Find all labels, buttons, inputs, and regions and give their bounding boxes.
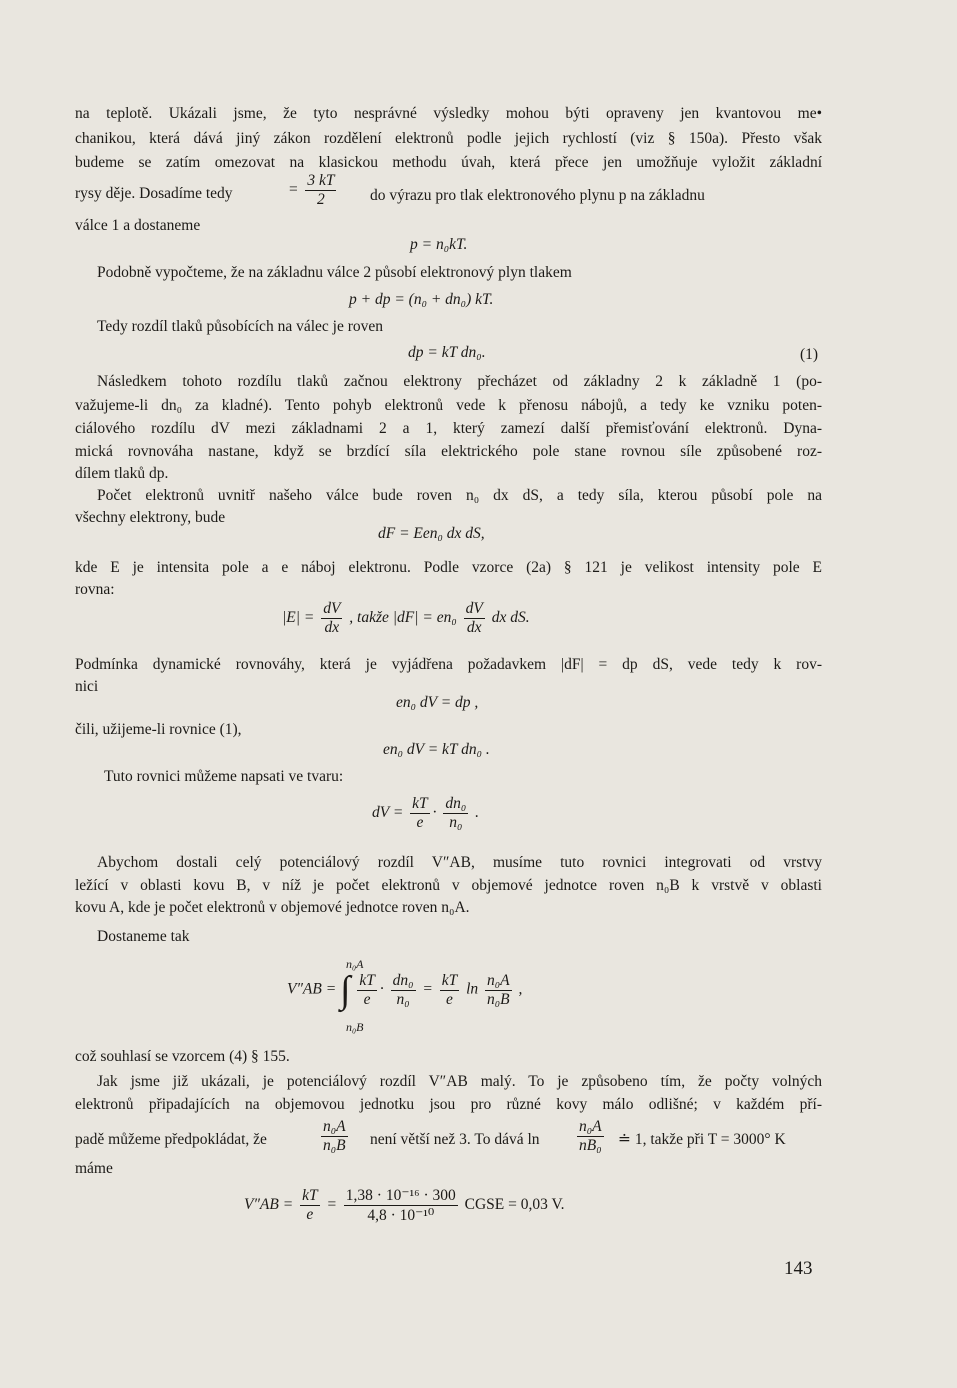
eq-part: ln bbox=[466, 980, 479, 998]
denominator: 2 bbox=[317, 191, 325, 208]
text-line: Jak jsme již ukázali, je potenciálový rozdíl V″AB malý. To je způsobeno tím, že počty volných bbox=[97, 1073, 822, 1090]
fraction bbox=[410, 795, 430, 832]
numerator: kT bbox=[441, 971, 458, 989]
equation: dV = $\frac{kT}{e}$ · $\frac{\text{dn₀}}{\text{n₀}}$ . bbox=[372, 795, 480, 831]
text-line: Tuto rovnici můžeme napsati ve tvaru: bbox=[104, 768, 344, 785]
numerator: dn₀ bbox=[392, 971, 414, 989]
equation: p = n₀kT. bbox=[410, 236, 468, 253]
fraction bbox=[357, 972, 377, 1009]
eq-part: dV = bbox=[372, 804, 404, 822]
eq-part: = bbox=[422, 980, 433, 998]
text-line: dílem tlaků dp. bbox=[75, 465, 169, 482]
equation: dF = Een₀ dx dS, bbox=[378, 525, 485, 542]
eq-symbol: = bbox=[288, 181, 299, 199]
text-line: rysy děje. Dosadíme tedy bbox=[75, 185, 233, 202]
fraction bbox=[321, 600, 342, 637]
fraction bbox=[391, 972, 416, 1009]
text-line: není větší než 3. To dává ln bbox=[370, 1131, 540, 1148]
numerator: kT bbox=[412, 795, 428, 812]
denominator: 4,8 · 10⁻¹⁰ bbox=[367, 1207, 435, 1224]
denominator: nB₀ bbox=[579, 1137, 602, 1154]
eq-part: CGSE = 0,03 V. bbox=[464, 1196, 565, 1214]
fraction bbox=[577, 1118, 604, 1155]
eq-part: dx dS. bbox=[491, 609, 530, 627]
fraction bbox=[485, 972, 512, 1009]
text-line: Podmínka dynamické rovnováhy, která je vyjádřena požadavkem |dF| = dp dS, vede tedy k rov- bbox=[75, 656, 822, 673]
integral-upper-limit: n₀A bbox=[346, 957, 364, 971]
text-line: na teplotě. Ukázali jsme, že tyto nesprávné výsledky mohou býti opraveny jen kvantovou me• bbox=[75, 105, 822, 122]
integral-icon: ∫ bbox=[340, 969, 351, 1011]
eq-part: , takže |dF| = en₀ bbox=[349, 609, 457, 627]
text-line: Tedy rozdíl tlaků působících na válec je roven bbox=[97, 318, 383, 335]
equation bbox=[244, 1186, 565, 1225]
numerator: kT bbox=[359, 971, 375, 989]
text-line: ciálového rozdílu dV mezi základnami 2 a 1, který zamezí další přemisťování elektronů. Dyna- bbox=[75, 420, 822, 437]
equation-inline bbox=[288, 172, 339, 209]
eq-part: V″AB = bbox=[244, 1196, 294, 1214]
text-line: Podobně vypočteme, že na základnu válce 2 působí elektronový plyn tlakem bbox=[97, 264, 572, 281]
text-line: nici bbox=[75, 678, 99, 695]
denominator: e bbox=[446, 990, 453, 1008]
page-number: 143 bbox=[784, 1258, 813, 1279]
numerator: dn₀ bbox=[445, 795, 467, 812]
equation bbox=[282, 600, 530, 637]
denominator: n₀ bbox=[396, 990, 410, 1008]
text-line: Počet elektronů uvnitř našeho válce bude roven n₀ dx dS, a tedy síla, kterou působí pole na bbox=[97, 487, 822, 504]
equation: en₀ dV = kT dn₀ . bbox=[383, 741, 490, 758]
text-line: ≐ 1, takže při T = 3000° K bbox=[618, 1131, 786, 1148]
fraction bbox=[344, 1186, 458, 1225]
denominator: e bbox=[306, 1206, 314, 1223]
text-line: Abychom dostali celý potenciálový rozdíl V″AB, musíme tuto rovnici integrovati od vrstvy bbox=[97, 854, 822, 871]
denominator: n₀B bbox=[487, 990, 510, 1008]
equation: dp = kT dn₀. bbox=[408, 344, 486, 361]
equation: en₀ dV = dp , bbox=[396, 694, 479, 711]
numerator: n₀A bbox=[487, 971, 510, 989]
text-line: Následkem tohoto rozdílu tlaků začnou elektrony přecházet od základny 2 k základně 1 (po- bbox=[97, 373, 822, 390]
text-line: chanikou, která dává jiný zákon rozdělení elektronů podle jejich rychlostí (viz § 150a). Přesto však bbox=[75, 130, 822, 147]
text-line: padě můžeme předpokládat, že bbox=[75, 1131, 267, 1148]
text-line: ležící v oblasti kovu B, v níž je počet elektronů v objemové jednotce roven n₀B k vrstvě v oblasti bbox=[75, 877, 822, 894]
fraction bbox=[464, 600, 485, 637]
text-line: do výrazu pro tlak elektronového plynu p na základnu bbox=[370, 187, 705, 204]
text-line: čili, užijeme-li rovnice (1), bbox=[75, 721, 242, 738]
denominator: n₀ bbox=[449, 814, 463, 831]
numerator: 3 kT bbox=[307, 172, 335, 189]
numerator: n₀A bbox=[579, 1118, 602, 1135]
text-line: kde E je intensita pole a e náboj elektronu. Podle vzorce (2a) § 121 je velikost intensity pole E bbox=[75, 559, 822, 576]
denominator: n₀B bbox=[323, 1137, 346, 1154]
integral-lower-limit: n₀B bbox=[346, 1020, 364, 1034]
text-line: elektronů připadajících na objemovou jednotku jsou pro různé kovy málo odlišné; v každém pří- bbox=[75, 1096, 822, 1113]
text-line: máme bbox=[75, 1160, 113, 1177]
denominator: e bbox=[416, 814, 424, 831]
eq-part: V″AB = bbox=[287, 980, 337, 998]
equation-inline bbox=[318, 1118, 351, 1155]
fraction bbox=[321, 1118, 348, 1155]
text-line: všechny elektrony, bude bbox=[75, 509, 226, 526]
numerator: dV bbox=[465, 600, 483, 617]
equation: p + dp = (n₀ + dn₀) kT. bbox=[349, 291, 494, 308]
fraction bbox=[305, 172, 336, 209]
eq-part: , bbox=[518, 980, 523, 998]
numerator: kT bbox=[302, 1187, 318, 1204]
text-line: budeme se zatím omezovat na klasickou methodu úvah, která přece jen umožňuje vyložit základní bbox=[75, 154, 822, 171]
text-line: važujeme-li dn₀ za kladné). Tento pohyb elektronů vede k přenosu nábojů, a tedy ke vzniku poten- bbox=[75, 397, 822, 414]
fraction bbox=[443, 795, 468, 832]
fraction bbox=[440, 972, 460, 1009]
denominator: e bbox=[363, 990, 371, 1008]
text-line: válce 1 a dostaneme bbox=[75, 217, 201, 234]
equation-number: (1) bbox=[800, 346, 819, 363]
numerator: dV bbox=[323, 600, 341, 617]
numerator: 1,38 · 10⁻¹⁶ · 300 bbox=[345, 1187, 456, 1204]
eq-part: = bbox=[326, 1196, 337, 1214]
text-line: mická rovnováha nastane, když se brzdící síla elektrického pole stane rovnou síle způsobené roz- bbox=[75, 443, 822, 460]
equation-inline bbox=[574, 1118, 607, 1155]
eq-part: |E| = bbox=[282, 609, 315, 627]
text-line: rovna: bbox=[75, 581, 115, 598]
equation: V″AB = ∫ $\frac{kT}{e}$ · $\frac{\text{dn₀}}{\text{n₀}}$ = $\frac{kT}{e}$ ln $\frac{\text{n₀A}}{\text{n₀B}}$ , bbox=[287, 969, 523, 1011]
denominator: dx bbox=[466, 619, 482, 636]
denominator: dx bbox=[324, 619, 340, 636]
text-line: Dostaneme tak bbox=[97, 928, 190, 945]
numerator: n₀A bbox=[323, 1118, 346, 1135]
text-line: což souhlasí se vzorcem (4) § 155. bbox=[75, 1048, 290, 1065]
fraction bbox=[300, 1187, 320, 1224]
text-line: kovu A, kde je počet elektronů v objemové jednotce roven n₀A. bbox=[75, 899, 470, 916]
eq-part: . bbox=[475, 804, 480, 822]
